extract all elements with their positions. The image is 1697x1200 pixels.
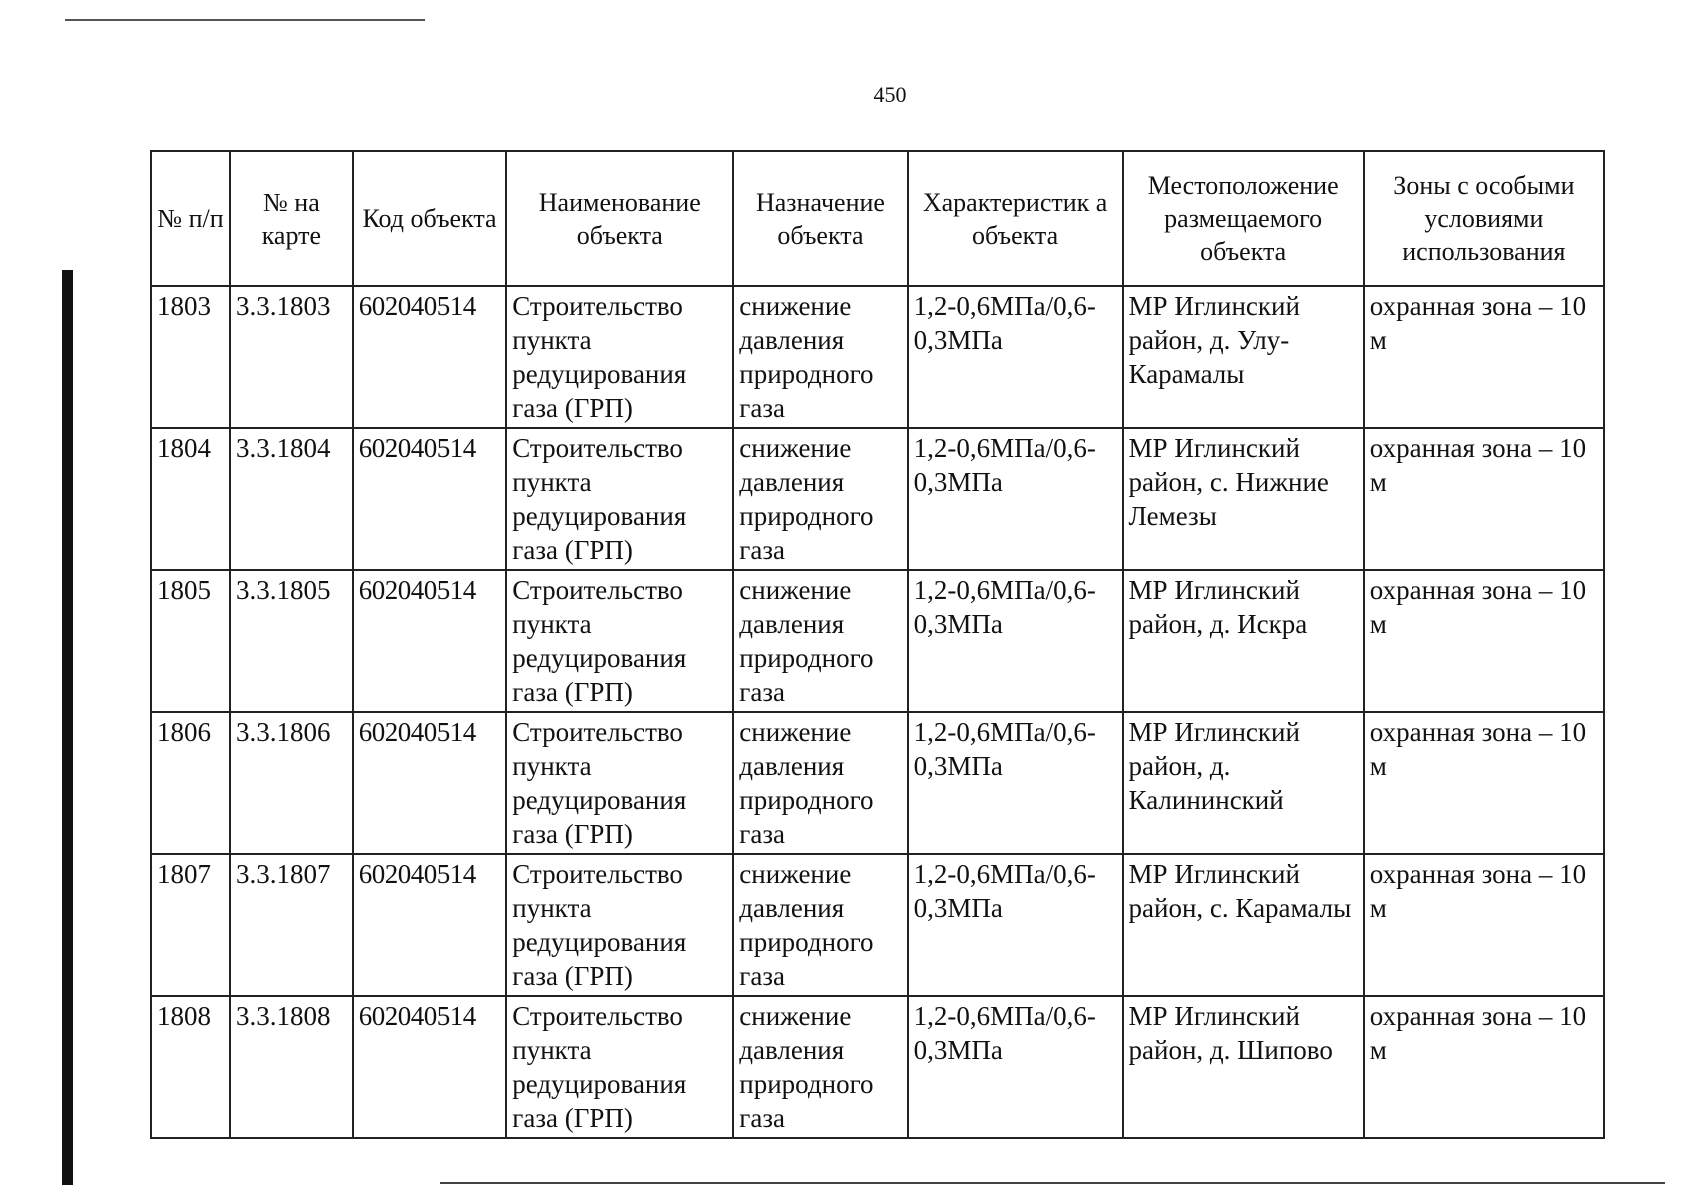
cell-map-number: 3.3.1803 — [230, 286, 353, 428]
cell-object-location: МР Иглинский район, д. Улу-Карамалы — [1123, 286, 1364, 428]
header-object-name: Наименование объекта — [506, 151, 733, 286]
table-row — [151, 428, 1604, 570]
header-object-location: Местоположение размещаемого объекта — [1123, 151, 1364, 286]
cell-object-characteristics: 1,2-0,6МПа/0,6-0,3МПа — [908, 854, 1123, 996]
cell-object-code: 602040514 — [353, 286, 507, 428]
table-row — [151, 996, 1604, 1138]
cell-row-number: 1805 — [151, 570, 230, 712]
cell-special-zones: охранная зона – 10 м — [1364, 570, 1604, 712]
header-object-code: Код объекта — [353, 151, 507, 286]
cell-row-number: 1806 — [151, 712, 230, 854]
cell-object-code: 602040514 — [353, 428, 507, 570]
cell-object-name: Строительство пункта редуцирования газа (ГРП) — [506, 570, 733, 712]
cell-map-number: 3.3.1804 — [230, 428, 353, 570]
cell-object-name: Строительство пункта редуцирования газа (ГРП) — [506, 286, 733, 428]
cell-object-name: Строительство пункта редуцирования газа (ГРП) — [506, 712, 733, 854]
table-row — [151, 570, 1604, 712]
cell-object-purpose: снижение давления природного газа — [733, 996, 907, 1138]
scan-edge-left — [62, 270, 73, 1185]
cell-special-zones: охранная зона – 10 м — [1364, 996, 1604, 1138]
cell-object-location: МР Иглинский район, с. Карамалы — [1123, 854, 1364, 996]
cell-object-name: Строительство пункта редуцирования газа (ГРП) — [506, 996, 733, 1138]
cell-map-number: 3.3.1807 — [230, 854, 353, 996]
cell-object-location: МР Иглинский район, д. Шипово — [1123, 996, 1364, 1138]
cell-object-location: МР Иглинский район, с. Нижние Лемезы — [1123, 428, 1364, 570]
cell-object-characteristics: 1,2-0,6МПа/0,6-0,3МПа — [908, 712, 1123, 854]
header-special-zones: Зоны с особыми условиями использования — [1364, 151, 1604, 286]
cell-row-number: 1803 — [151, 286, 230, 428]
cell-object-name: Строительство пункта редуцирования газа (ГРП) — [506, 854, 733, 996]
cell-object-purpose: снижение давления природного газа — [733, 428, 907, 570]
cell-special-zones: охранная зона – 10 м — [1364, 712, 1604, 854]
cell-object-purpose: снижение давления природного газа — [733, 286, 907, 428]
table-header-row — [151, 151, 1604, 286]
cell-special-zones: охранная зона – 10 м — [1364, 428, 1604, 570]
scan-line-bottom — [440, 1182, 1665, 1184]
cell-object-characteristics: 1,2-0,6МПа/0,6-0,3МПа — [908, 286, 1123, 428]
cell-special-zones: охранная зона – 10 м — [1364, 854, 1604, 996]
cell-object-characteristics: 1,2-0,6МПа/0,6-0,3МПа — [908, 570, 1123, 712]
cell-map-number: 3.3.1808 — [230, 996, 353, 1138]
cell-row-number: 1808 — [151, 996, 230, 1138]
cell-row-number: 1807 — [151, 854, 230, 996]
table-row — [151, 712, 1604, 854]
cell-special-zones: охранная зона – 10 м — [1364, 286, 1604, 428]
header-map-number: № на карте — [230, 151, 353, 286]
cell-map-number: 3.3.1806 — [230, 712, 353, 854]
cell-map-number: 3.3.1805 — [230, 570, 353, 712]
cell-object-code: 602040514 — [353, 996, 507, 1138]
header-row-number: № п/п — [151, 151, 230, 286]
cell-object-purpose: снижение давления природного газа — [733, 570, 907, 712]
cell-row-number: 1804 — [151, 428, 230, 570]
objects-table — [150, 150, 1605, 1139]
header-object-purpose: Назначение объекта — [733, 151, 907, 286]
header-object-characteristics: Характеристик а объекта — [908, 151, 1123, 286]
cell-object-code: 602040514 — [353, 570, 507, 712]
cell-object-location: МР Иглинский район, д. Калининский — [1123, 712, 1364, 854]
cell-object-location: МР Иглинский район, д. Искра — [1123, 570, 1364, 712]
cell-object-characteristics: 1,2-0,6МПа/0,6-0,3МПа — [908, 428, 1123, 570]
cell-object-name: Строительство пункта редуцирования газа (ГРП) — [506, 428, 733, 570]
page-number: 450 — [873, 82, 907, 107]
cell-object-code: 602040514 — [353, 854, 507, 996]
cell-object-code: 602040514 — [353, 712, 507, 854]
table-row — [151, 286, 1604, 428]
cell-object-characteristics: 1,2-0,6МПа/0,6-0,3МПа — [908, 996, 1123, 1138]
scan-line-top — [65, 19, 425, 21]
cell-object-purpose: снижение давления природного газа — [733, 712, 907, 854]
table-row — [151, 854, 1604, 996]
cell-object-purpose: снижение давления природного газа — [733, 854, 907, 996]
